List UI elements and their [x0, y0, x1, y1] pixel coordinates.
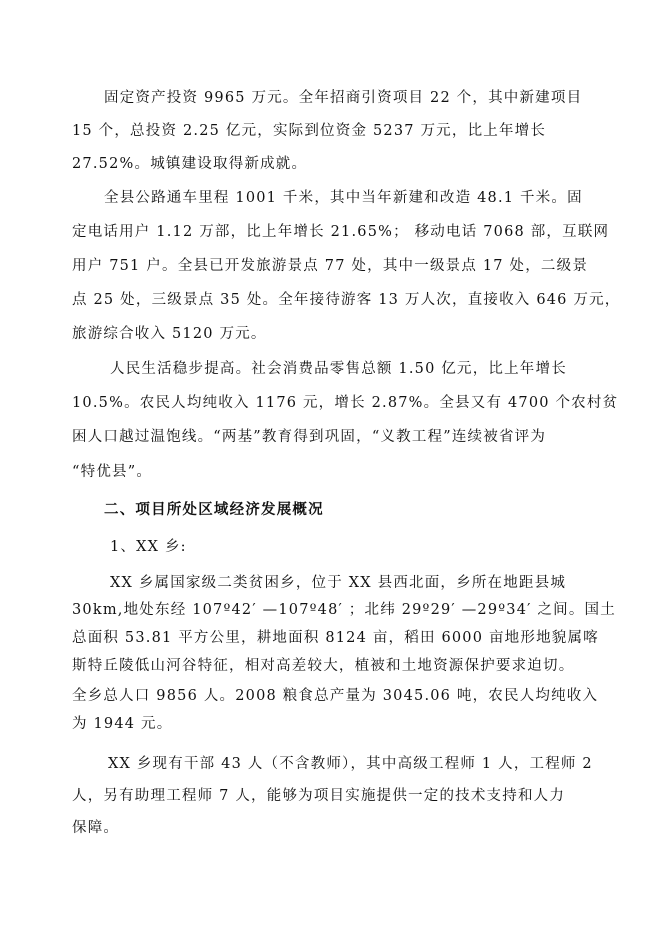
paragraph-line: 定电话用户 1.12 万部，比上年增长 21.65%； 移动电话 7068 部，互联网 [72, 224, 610, 240]
paragraph-line: 为 1944 元。 [72, 716, 173, 732]
paragraph-line: 用户 751 户。全县已开发旅游景点 77 处，其中一级景点 17 处，二级景 [72, 258, 589, 274]
paragraph-line: 10.5%。农民人均纯收入 1176 元，增长 2.87%。全县又有 4700 个农村贫 [72, 395, 619, 411]
paragraph-line: 固定资产投资 9965 万元。全年招商引资项目 22 个，其中新建项目 [104, 90, 583, 106]
paragraph-line: 30km,地处东经 107º42′ —107º48′ ；北纬 29º29′ —29º34′ 之间。国土 [72, 602, 616, 618]
paragraph-line: 全县公路通车里程 1001 千米，其中当年新建和改造 48.1 千米。固 [104, 190, 583, 206]
paragraph-line: 人，另有助理工程师 7 人，能够为项目实施提供一定的技术支持和人力 [72, 788, 566, 804]
subsection-heading: 1、XX 乡: [110, 539, 187, 555]
paragraph-line: 人民生活稳步提高。社会消费品零售总额 1.50 亿元，比上年增长 [110, 361, 567, 377]
paragraph-line: 点 25 处，三级景点 35 处。全年接待游客 13 万人次，直接收入 646 万元， [72, 292, 621, 308]
paragraph-line: 保障。 [72, 820, 120, 836]
paragraph-line: XX 乡属国家级二类贫困乡，位于 XX 县西北面，乡所在地距县城 [110, 575, 567, 591]
paragraph-line: 总面积 53.81 平方公里，耕地面积 8124 亩，稻田 6000 亩地形地貌属喀 [72, 630, 599, 646]
paragraph-line: 15 个，总投资 2.25 亿元，实际到位资金 5237 万元，比上年增长 [72, 123, 547, 139]
paragraph-line: 全乡总人口 9856 人。2008 粮食总产量为 3045.06 吨，农民人均纯收入 [72, 688, 599, 704]
paragraph-line: XX 乡现有干部 43 人（不含教师），其中高级工程师 1 人，工程师 2 [108, 756, 593, 772]
paragraph-line: 斯特丘陵低山河谷特征，相对高差较大，植被和土地资源保护要求迫切。 [72, 658, 575, 674]
paragraph-line: 旅游综合收入 5120 万元。 [72, 326, 267, 342]
paragraph-line: “特优县”。 [72, 464, 153, 480]
paragraph-line: 困人口越过温饱线。“两基”教育得到巩固，“义教工程”连续被省评为 [72, 429, 547, 445]
section-heading: 二、项目所处区域经济发展概况 [104, 501, 324, 518]
paragraph-line: 27.52%。城镇建设取得新成就。 [72, 156, 308, 172]
